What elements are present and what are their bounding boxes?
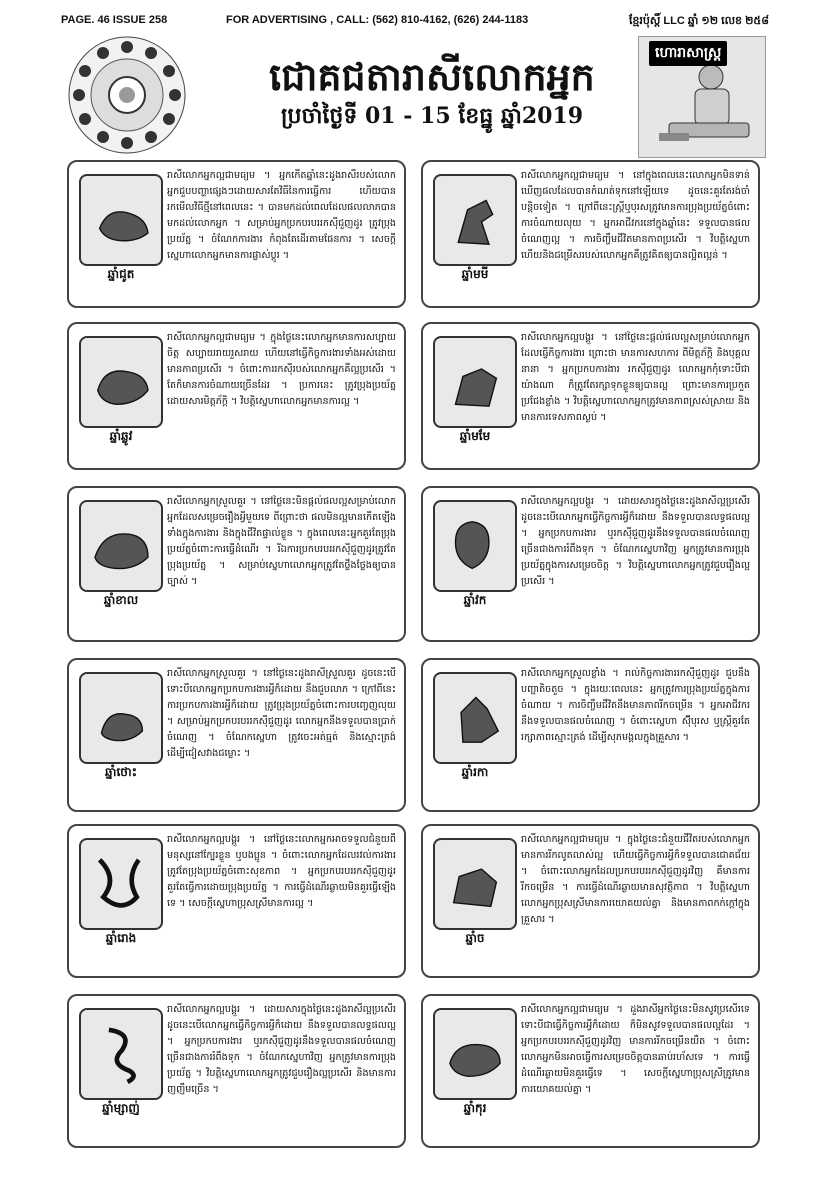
- horoscope-text: រាសីលោកអ្នកល្អជាមធ្យម ។ ក្នុងថ្ងៃនេះលោកអ្នកមានការសប្បាយចិត្ត សប្បាយរាយរួសរាយ ហើយនៅធ្វើកិច្ចការងារទាំងអស់ដោយមានភាពប្រសើរ ។ ចំពោះការរកស៊ីរបស់លោកអ្នកគឺល្អប្រសើរ ។ តែក៏មានការចំណាយច្រើនដែរ ។ ប្រការនេះ ត្រូវប្រុងប្រយ័ត្ន ដោយសារមិត្តភ័ក្តិ ។ វិបត្តិស្នេហាលោកអ្នកមានការល្អ ។: [167, 332, 396, 407]
- zodiac-name: ឆ្នាំមមី: [461, 267, 489, 281]
- horoscope-text: រាសីលោកអ្នកល្អជាមធ្យម ។ នៅក្នុងពេលនេះលោកអ្នកមិនទាន់ឃើញផលដែលបានកំណត់ទុកនៅឡើយទេ ដូចនេះគួរតែរង់ចាំបន្តិចទៀត ។ ក្រៅពីនេះស្រ្តីឬបុរសត្រូវមានការប្រុងប្រយ័ត្នចំពោះការចំណាយលុយ ។ អ្នកអាជីវករនៅក្នុងឆ្នាំនេះ ទទួលបានផលចំណេញល្អ ។ ការចិញ្ចឹមជីវិតមានភាពប្រសើរ ។ វិបត្តិស្នេហា ហើយនិងជម្រើសរបស់លោកអ្នកគឺត្រូវគិតឲ្យបានល្អិតល្អន់ ។: [521, 170, 750, 261]
- zodiac-name: ឆ្នាំកុរ: [463, 1101, 487, 1115]
- zodiac-name: ឆ្នាំជូត: [107, 267, 135, 281]
- ox-icon: [81, 338, 161, 426]
- horoscope-text: រាសីលោកអ្នកស្រួលគួរ ។ នៅថ្ងៃនេះដូងរាសីស្រួលគួរ ដូចនេះបើទោះបីលោកអ្នកប្រកបការងារអ្វីក៏ដោយ នឹងជួបលាភ ។ ក្រៅពីនេះការប្រកបការងារអ្វីក៏ដោយ ត្រូវប្រុងប្រយ័ត្នចំពោះការបញ្ចេញលុយ ។ សម្រាប់អ្នកប្រកបរបររកស៊ីជួញដូរ លោកអ្នកនឹងទទួលបានប្រាក់ចំណេញ ។ ចំណែកស្នេហា ត្រូវចេះអត់ធ្មត់ និងស្មោះត្រង់ ដើម្បីជៀសវាងជម្លោះ ។: [167, 668, 396, 759]
- horoscope-text: រាសីលោកអ្នកល្អបង្គួរ ។ ដោយសារក្នុងថ្ងៃនេះដូងរាសីល្អប្រសើរ ដូចនេះបើលោកអ្នកធ្វើកិច្ចការអ្វីក៏ដោយ នឹងទទួលបានលទ្ធផលល្អ ។ អ្នកប្រកបការងារ ឬរកស៊ីជួញដូរនឹងទទួលបានផលចំណេញច្រើនជាងការរំពឹងទុក ។ ចំណែកស្នេហាវិញ អ្នកត្រូវមានការប្រុងប្រយ័ត្ន ។ វិបត្តិស្នេហាលោកអ្នកត្រូវជួបរឿងល្អប្រសើរ និងមានការញញឹមច្រើន ។: [167, 1004, 396, 1095]
- zodiac-card: [421, 824, 760, 978]
- goat-icon: [435, 338, 515, 426]
- zodiac-card: [67, 658, 406, 812]
- zodiac-image: [433, 336, 517, 428]
- zodiac-image: [79, 174, 163, 266]
- zodiac-image: [79, 500, 163, 592]
- zodiac-card: [421, 658, 760, 812]
- page-title: ជោគជតារាសីលោកអ្នក: [269, 54, 595, 99]
- zodiac-name: ឆ្នាំរកា: [461, 765, 489, 779]
- zodiac-image: [433, 1008, 517, 1100]
- horoscope-text: រាសីលោកអ្នកល្អបង្គួរ ។ ដោយសារក្នុងថ្ងៃនេះដូងរាសីល្អប្រសើរ ដូចនេះបើលោកអ្នកធ្វើកិច្ចការអ្វីក៏ដោយ នឹងទទួលបានលទ្ធផលល្អ ។ អ្នកប្រកបការងារ ឬរកស៊ីជួញដូរនឹងទទួលបានផលចំណេញច្រើនជាងការរំពឹងទុក ។ ចំណែកស្នេហាវិញ អ្នកត្រូវមានការប្រុងប្រយ័ត្នក្នុងការសម្រេចចិត្ត ។ វិបត្តិស្នេហាលោកអ្នកត្រូវជួបរឿងល្អប្រសើរ ។: [521, 496, 750, 587]
- tiger-icon: [81, 502, 161, 590]
- rooster-icon: [435, 674, 515, 762]
- zodiac-image: [79, 336, 163, 428]
- rat-icon: [81, 176, 161, 264]
- zodiac-card: [421, 486, 760, 642]
- zodiac-name: ឆ្នាំខាល: [103, 593, 139, 607]
- zodiac-name: ឆ្នាំវក: [463, 593, 487, 607]
- pig-icon: [435, 1010, 515, 1098]
- monkey-icon: [435, 502, 515, 590]
- page-issue-label: PAGE. 46 ISSUE 258: [61, 14, 168, 26]
- zodiac-name: ឆ្នាំឆ្លូវ: [109, 429, 133, 443]
- zodiac-image: [433, 174, 517, 266]
- horoscope-text: រាសីលោកអ្នកល្អបង្គួរ ។ នៅថ្ងៃនេះផ្តល់ផលល្អសម្រាប់លោកអ្នកដែលធ្វើកិច្ចការងារ ព្រោះថា មានការសហការ ពីមិត្តភ័ក្តិ និងបុគ្គលនានា ។ អ្នកប្រកបការងារ រកស៊ីជួញដូរ លោកអ្នកកុំទោះបីជាយ៉ាងណា ក៏ត្រូវតែរក្សាទុកខ្លួនឲ្យបានល្អ ព្រោះមានការប្រកួតប្រជែងខ្លាំង ។ វិបត្តិស្នេហាលោកអ្នកត្រូវមានភាពស្រស់ស្រាយ និងមានការទេសភាពស្ងប់ ។: [521, 332, 750, 423]
- zodiac-card: [67, 994, 406, 1148]
- horoscope-text: រាសីលោកអ្នកល្អជាមធ្យម ។ ដួងរាសីអ្នកថ្ងៃនេះមិនសូវប្រសើរទេ ទោះបីជាធ្វើកិច្ចការអ្វីក៏ដោយ ក៏មិនសូវទទួលបានផលល្អដែរ ។ អ្នកប្រកបរបររកស៊ីជួញដូរវិញ មានការរីកចម្រើនយឺត ។ ចំពោះលោកអ្នកមិនអាចធ្វើការសម្រេចចិត្តបានឆាប់រហ័សទេ ។ ការធ្វើដំណើរឆ្ងាយមិនគួរធ្វើទេ ។ សេចក្តីស្នេហាប្រុសស្រីត្រូវមានការយោគយល់គ្នា ។: [521, 1004, 750, 1095]
- dragon-icon: [81, 840, 161, 928]
- publisher-issue: ខ្មែរប៉ុស្តិ៍ LLC ឆ្នាំ ១២ លេខ ២៥៨: [628, 15, 769, 27]
- zodiac-name: ឆ្នាំម្សាញ់: [102, 1101, 140, 1115]
- zodiac-image: [433, 838, 517, 930]
- zodiac-image: [79, 1008, 163, 1100]
- zodiac-image: [433, 500, 517, 592]
- page-header: [0, 0, 823, 30]
- astrologer-image: [638, 36, 766, 158]
- zodiac-card: [67, 824, 406, 978]
- horoscope-text: រាសីលោកអ្នកល្អជាមធ្យម ។ អ្នកកើតឆ្នាំនេះដូងរាសីរបស់លោកអ្នកជួបបញ្ហាផ្សេងៗដោយសារតែវិធីនៃការធ្វើការ ហើយបានរកមើលវិធីថ្មីនៅពេលនេះ ។ បានមកដល់ពេលដែលផលលាភបានមកដល់លោកអ្នក ។ សម្រាប់អ្នកប្រកបរបររកស៊ីជួញដូរ ត្រូវប្រុងប្រយ័ត្ន ។ ចំណែកការងារ កំពុងតែដើរតាមផែនការ ។ សេចក្តីស្នេហាលោកអ្នកមានការផ្លាស់ប្តូរ ។: [167, 170, 396, 261]
- zodiac-card: [67, 322, 406, 470]
- zodiac-image: [79, 672, 163, 764]
- advertising-phone: FOR ADVERTISING , CALL: (562) 810-4162, (626) 244-1183: [226, 14, 529, 26]
- zodiac-wheel-image: [67, 35, 187, 155]
- zodiac-card: [421, 160, 760, 308]
- zodiac-card: [67, 486, 406, 642]
- rabbit-icon: [81, 674, 161, 762]
- horoscope-text: រាសីលោកអ្នកស្រួលខ្លាំង ។ រាល់កិច្ចការងាររកស៊ីជួញដូរ ជួបនឹងបញ្ហាតិចតួច ។ ក្នុងរយៈពេលនេះ អ្នកត្រូវការប្រុងប្រយ័ត្នក្នុងការចំណាយ ។ ការចិញ្ចឹមជីវិតនឹងមានភាពរីកចម្រើន ។ អ្នកអាជីវករនឹងទទួលបានផលចំណេញ ។ ចំពោះស្នេហា ស៊ុីបុរស ឬស្រ្តីគួរតែរក្សាភាពស្មោះត្រង់ ដើម្បីសុភមង្គលក្នុងគ្រួសារ ។: [521, 668, 750, 743]
- zodiac-name: ឆ្នាំច: [465, 931, 485, 945]
- zodiac-card: [67, 160, 406, 308]
- zodiac-card: [421, 322, 760, 470]
- zodiac-card: [421, 994, 760, 1148]
- horoscope-text: រាសីលោកអ្នកល្អជាមធ្យម ។ ក្នុងថ្ងៃនេះជំនួយជីវិតរបស់លោកអ្នកមានការរីកលូតលាស់ល្អ ហើយធ្វើកិច្ចការអ្វីក៏ទទួលបានជោគជ័យ ។ ចំពោះលោកអ្នកដែលប្រកបរបររកស៊ីជួញដូរវិញ គឺមានការរីកចម្រើន ។ ការធ្វើដំណើរឆ្ងាយមានសុវត្ថិភាព ។ វិបត្តិស្នេហាលោកអ្នកប្រុសស្រីមានការយោគយល់គ្នា និងមានភាពកក់ក្តៅក្នុងគ្រួសារ ។: [521, 834, 750, 925]
- zodiac-name: ឆ្នាំមមែ: [459, 429, 491, 443]
- title-block: [236, 55, 628, 131]
- snake-icon: [81, 1010, 161, 1098]
- zodiac-name: ឆ្នាំរោង: [105, 931, 137, 945]
- zodiac-name: ឆ្នាំថោះ: [105, 765, 137, 779]
- horse-icon: [435, 176, 515, 264]
- horoscope-text: រាសីលោកអ្នកស្រួលគួរ ។ នៅថ្ងៃនេះមិនផ្តល់ផលល្អសម្រាប់លោកអ្នកដែលសម្រេចរឿងអ្វីមួយទេ ពីព្រោះថា ផលមិនល្អមានកើតឡើងទាំងក្នុងការងារ និងក្នុងជីវិតផ្ទាល់ខ្លួន ។ ក្នុងពេលនេះអ្នកគួរតែប្រុងប្រយ័ត្នចំពោះការធ្វើដំណើរ ។ រីឯការប្រកបរបររកស៊ីជួញដូរត្រូវតែប្រុងប្រយ័ត្ន ។ សម្រាប់ស្នេហាលោកអ្នកត្រូវតែថ្លឹងថ្លែងឲ្យបានច្បាស់ ។: [167, 496, 396, 587]
- dog-icon: [435, 840, 515, 928]
- date-range: ប្រចាំថ្ងៃទី 01 - 15 ខែធ្នូ ឆ្នាំ2019: [280, 103, 584, 129]
- astrology-label: ហោរាសាស្ត្រ: [649, 41, 727, 66]
- zodiac-image: [433, 672, 517, 764]
- horoscope-text: រាសីលោកអ្នកល្អបង្គួរ ។ នៅថ្ងៃនេះលោកអ្នកអាចទទួលជំនួយពីមនុស្សនៅក្បែរខ្លួន ឬបងប្អូន ។ ចំពោះលោកអ្នកដែលរវល់ការងារ ត្រូវតែប្រុងប្រយ័ត្នចំពោះសុខភាព ។ អ្នកប្រកបរបររកស៊ីជួញដូរគួរតែធ្វើការដោយប្រុងប្រយ័ត្ន ។ ការធ្វើដំណើរឆ្ងាយមិនគួរធ្វើឡើងទេ ។ សេចក្តីស្នេហាប្រុសស្រីមានការល្អ ។: [167, 834, 396, 909]
- zodiac-image: [79, 838, 163, 930]
